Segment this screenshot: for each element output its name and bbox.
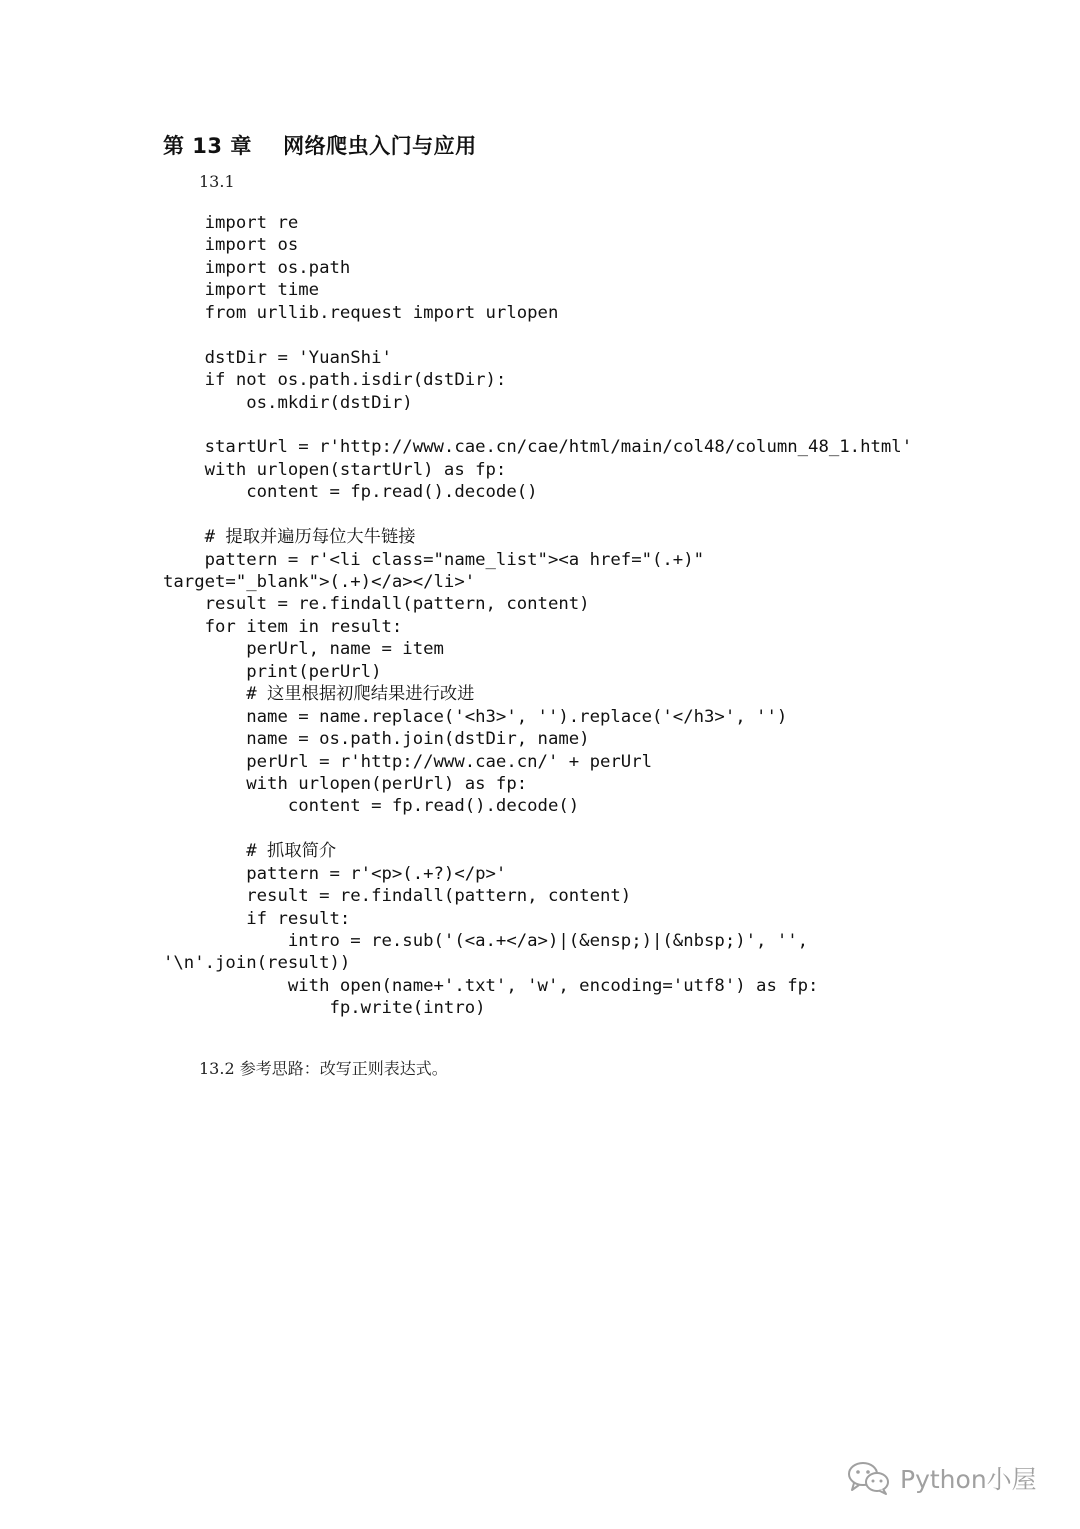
code-line: fp.write(intro) [163,998,486,1019]
code-line: with urlopen(perUrl) as fp: [163,773,528,794]
code-line: pattern = r'<p>(.+?)</p>' [163,863,507,884]
code-line: if result: [163,908,351,929]
code-line: pattern = r'<li class="name_list"><a href="(.+)" [163,549,705,570]
code-line: result = re.findall(pattern, content) [163,594,590,615]
code-line: for item in result: [163,616,403,637]
code-line: from urllib.request import urlopen [163,302,559,323]
code-line: with open(name+'.txt', 'w', encoding='utf8') as fp: [163,975,819,996]
chapter-title: 第 13 章 网络爬虫入门与应用 [163,134,477,158]
watermark [846,1458,1037,1498]
code-line: print(perUrl) [163,661,382,682]
code-line: import os [163,235,299,256]
code-line: import os.path [163,257,351,278]
code-line: intro = re.sub('(<a.+</a>)|(&ensp;)|(&nbsp;)', '', [163,931,809,951]
code-line: startUrl = r'http://www.cae.cn/cae/html/main/col48/column_48_1.html' [163,437,913,458]
code-line: content = fp.read().decode() [163,482,538,503]
code-line: with urlopen(startUrl) as fp: [163,459,507,480]
code-block [163,212,912,1020]
code-line: os.mkdir(dstDir) [163,392,413,413]
code-line [163,324,912,346]
wechat-icon [846,1460,892,1496]
code-line: perUrl, name = item [163,639,444,660]
code-line: name = name.replace('<h3>', '').replace('</h3>', '') [163,706,788,727]
code-line: import time [163,280,320,301]
code-line: name = os.path.join(dstDir, name) [163,729,590,750]
code-line [163,414,912,436]
code-line: perUrl = r'http://www.cae.cn/' + perUrl [163,751,652,772]
code-comment-line: # 这里根据初爬结果进行改进 [163,684,475,705]
code-line: dstDir = 'YuanShi' [163,347,392,368]
code-line [163,818,912,840]
code-line: import re [163,213,299,233]
watermark-text: Python小屋 [900,1465,1037,1494]
code-comment-line: # 抓取简介 [163,841,337,862]
code-line: '\n'.join(result)) [163,953,351,974]
code-comment-line: # 提取并遍历每位大牛链接 [163,527,416,548]
section-13-1-label: 13.1 [199,172,235,191]
code-line [163,504,912,526]
code-line: if not os.path.isdir(dstDir): [163,370,507,391]
code-line: result = re.findall(pattern, content) [163,886,632,907]
code-line: target="_blank">(.+)</a></li>' [163,572,476,592]
section-13-2-text: 13.2 参考思路：改写正则表达式。 [199,1059,448,1078]
code-line: content = fp.read().decode() [163,796,580,817]
